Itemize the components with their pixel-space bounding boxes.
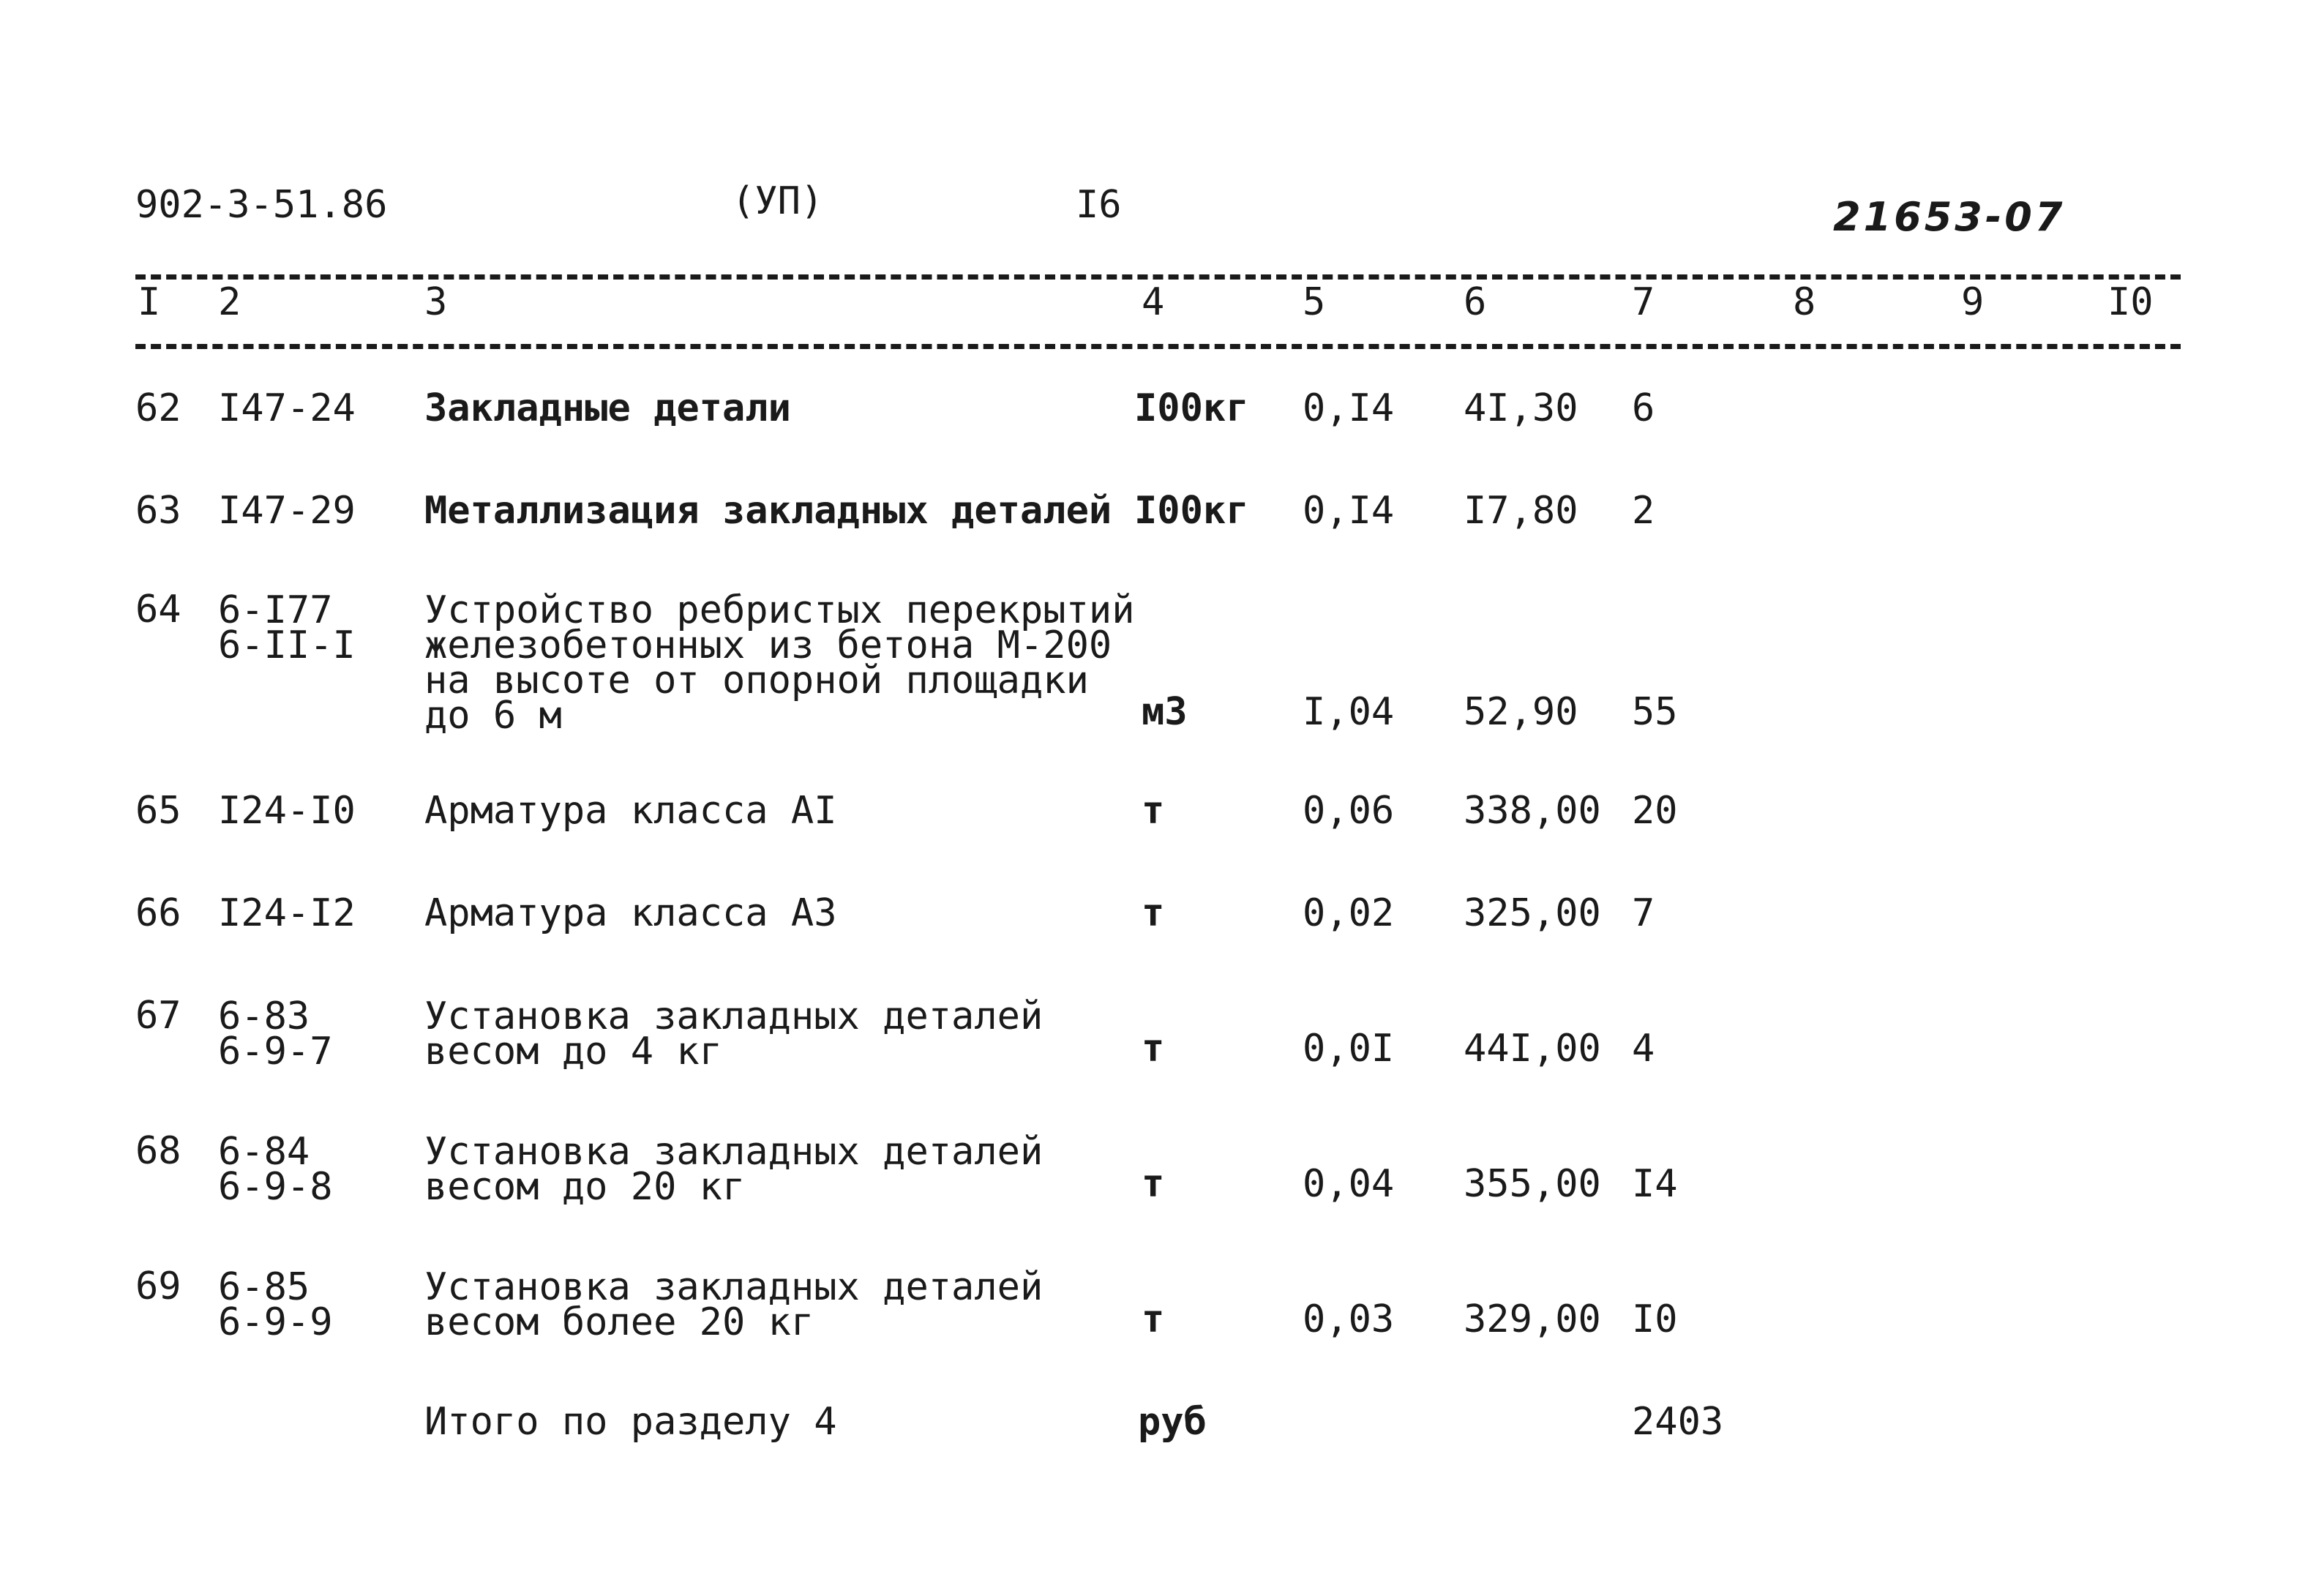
unit-price: 44I,00 xyxy=(1464,1027,1601,1071)
column-header: 2 xyxy=(218,280,241,324)
unit: I00кг xyxy=(1134,489,1249,533)
column-header: 9 xyxy=(1961,280,1985,324)
work-name: Металлизация закладных деталей xyxy=(424,489,1112,533)
row-number: 65 xyxy=(135,789,181,833)
unit-price: 325,00 xyxy=(1464,891,1601,935)
header-top-rule xyxy=(135,274,2181,280)
row-number: 62 xyxy=(135,386,181,430)
work-name: Устройство ребристых перекрытий железобетонных из бетона М-200 на высоте от опорной площадки до 6 м xyxy=(424,588,1135,738)
unit: т xyxy=(1142,1162,1165,1206)
unit: т xyxy=(1142,1027,1165,1071)
work-name: Закладные детали xyxy=(424,386,791,430)
quantity: 0,06 xyxy=(1303,789,1395,833)
column-header: I0 xyxy=(2107,280,2154,324)
total-cost: I0 xyxy=(1632,1297,1678,1341)
unit-price: 355,00 xyxy=(1464,1162,1601,1206)
row-number: 64 xyxy=(135,588,181,632)
column-header-row xyxy=(0,280,2308,329)
section-label: (УП) xyxy=(732,179,824,223)
column-header: 3 xyxy=(424,280,448,324)
unit: т xyxy=(1142,891,1165,935)
quantity: 0,04 xyxy=(1303,1162,1395,1206)
page-number: I6 xyxy=(1076,183,1122,227)
column-header: 7 xyxy=(1632,280,1655,324)
norm-code: 6-84 6-9-8 xyxy=(218,1130,333,1209)
norm-code: I24-I0 xyxy=(218,789,356,833)
total-label: Итого по разделу 4 xyxy=(424,1400,837,1444)
norm-code: I47-24 xyxy=(218,386,356,430)
column-header: I xyxy=(138,280,161,324)
quantity: 0,02 xyxy=(1303,891,1395,935)
total-cost: I4 xyxy=(1632,1162,1678,1206)
document-code: 902-3-51.86 xyxy=(135,183,388,227)
work-name: Установка закладных деталей весом до 4 кг xyxy=(424,994,1044,1074)
row-number: 69 xyxy=(135,1265,181,1308)
column-header: 5 xyxy=(1303,280,1326,324)
work-name: Арматура класса А3 xyxy=(424,891,837,935)
unit-price: 338,00 xyxy=(1464,789,1601,833)
total-cost: 2 xyxy=(1632,489,1655,533)
quantity: 0,I4 xyxy=(1303,489,1395,533)
quantity: I,04 xyxy=(1303,690,1395,734)
header-bottom-rule xyxy=(135,344,2181,349)
unit: т xyxy=(1142,789,1165,833)
total-value: 2403 xyxy=(1632,1400,1724,1444)
unit-price: 4I,30 xyxy=(1464,386,1578,430)
row-number: 67 xyxy=(135,994,181,1038)
quantity: 0,03 xyxy=(1303,1297,1395,1341)
norm-code: I24-I2 xyxy=(218,891,356,935)
unit-price: I7,80 xyxy=(1464,489,1578,533)
total-cost: 6 xyxy=(1632,386,1655,430)
work-name: Установка закладных деталей весом до 20 кг xyxy=(424,1130,1044,1209)
column-header: 6 xyxy=(1464,280,1487,324)
norm-code: 6-85 6-9-9 xyxy=(218,1265,333,1344)
norm-code: 6-I77 6-II-I xyxy=(218,588,356,667)
total-cost: 7 xyxy=(1632,891,1655,935)
unit-price: 329,00 xyxy=(1464,1297,1601,1341)
norm-code: I47-29 xyxy=(218,489,356,533)
quantity: 0,I4 xyxy=(1303,386,1395,430)
unit: м3 xyxy=(1142,690,1188,734)
unit: т xyxy=(1142,1297,1165,1341)
row-number: 66 xyxy=(135,891,181,935)
row-number: 68 xyxy=(135,1129,181,1173)
unit-price: 52,90 xyxy=(1464,690,1578,734)
total-cost: 4 xyxy=(1632,1027,1655,1071)
total-cost: 20 xyxy=(1632,789,1678,833)
norm-code: 6-83 6-9-7 xyxy=(218,994,333,1074)
work-name: Установка закладных деталей весом более 20 кг xyxy=(424,1265,1044,1344)
total-unit: руб xyxy=(1138,1400,1207,1444)
unit: I00кг xyxy=(1134,386,1249,430)
quantity: 0,0I xyxy=(1303,1027,1395,1071)
total-cost: 55 xyxy=(1632,690,1678,734)
handwritten-stamp-number: 21653-07 xyxy=(1833,194,2066,240)
column-header: 8 xyxy=(1793,280,1816,324)
row-number: 63 xyxy=(135,489,181,533)
work-name: Арматура класса АI xyxy=(424,789,837,833)
column-header: 4 xyxy=(1142,280,1165,324)
